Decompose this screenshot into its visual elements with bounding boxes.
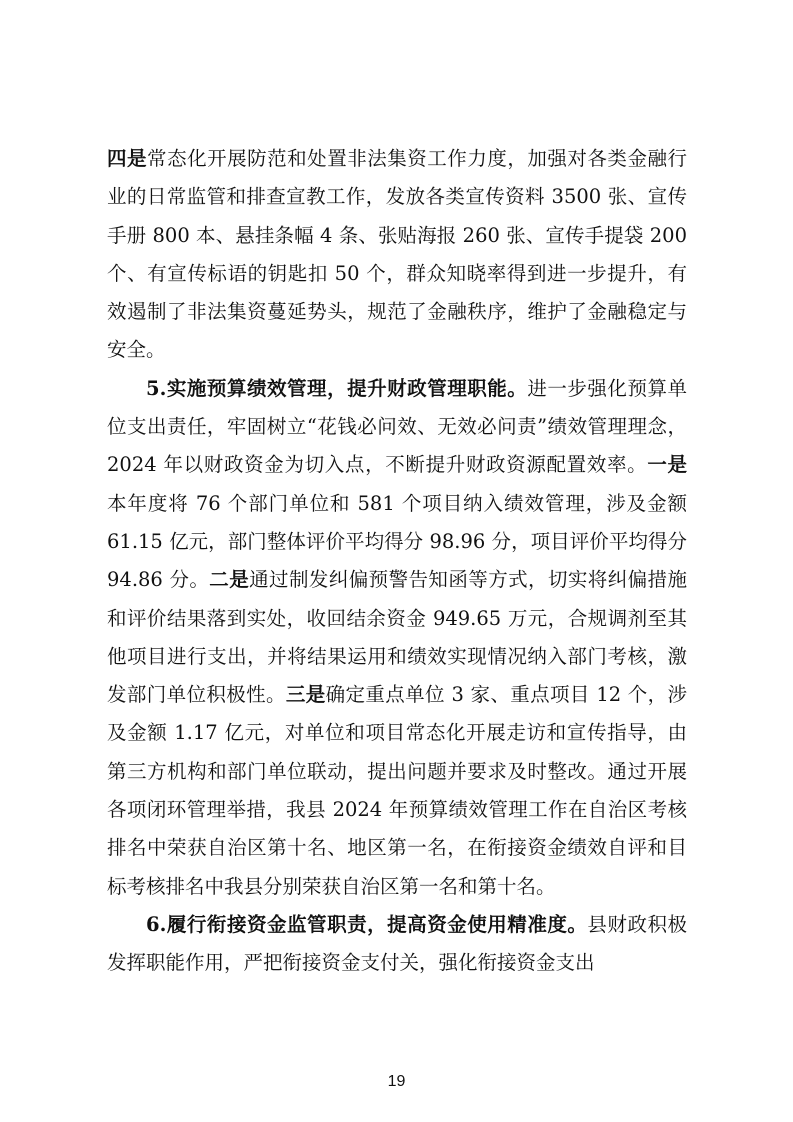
point-text-three: 确定重点单位 3 家、重点项目 12 个，涉及金额 1.17 亿元，对单位和项目常态化开展走访和宣传指导，由第三方机构和部门单位联动，提出问题并要求及时整改。通过开展各项闭环管理举措，我县 2024 年预算绩效管理工作在自治区考核排名中荣获自治区第十名、地区第一名，在衔接资金绩效自评和目标考核排名中我县分别荣获自治区第一名和第十名。 [107, 683, 687, 898]
paragraph-section-5 [107, 370, 687, 906]
section-heading-6: 6.履行衔接资金监管职责，提高资金使用精准度。 [146, 912, 588, 936]
paragraph-fourth-point [107, 140, 687, 370]
point-lead-one: 一是 [647, 453, 687, 477]
point-lead-two: 二是 [209, 568, 250, 592]
page-number: 19 [387, 1073, 406, 1090]
section-intro-5: 进一步强化预算单位支出责任，牢固树立“花钱必问效、无效必问责”绩效管理理念，2024 年以财政资金为切入点，不断提升财政资源配置效率。 [107, 376, 687, 477]
point-text-one: 本年度将 76 个部门单位和 581 个项目纳入绩效管理，涉及金额 61.15 亿元，部门整体评价平均得分 98.96 分，项目评价平均得分 94.86 分。 [107, 491, 687, 592]
section-intro-6: 县财政积极发挥职能作用，严把衔接资金支付关，强化衔接资金支出 [107, 912, 687, 975]
point-text-two: 通过制发纠偏预警告知函等方式，切实将纠偏措施和评价结果落到实处，收回结余资金 949.65 万元，合规调剂至其他项目进行支出，并将结果运用和绩效实现情况纳入部门考核，激发部门单位积极性。 [107, 568, 687, 707]
paragraph-text: 常态化开展防范和处置非法集资工作力度，加强对各类金融行业的日常监管和排查宣教工作，发放各类宣传资料 3500 张、宣传手册 800 本、悬挂条幅 4 条、张贴海报 260 张、宣传手提袋 200 个、有宣传标语的钥匙扣 50 个，群众知晓率得到进一步提升，有效遏制了非法集资蔓延势头，规范了金融秩序，维护了金融稳定与安全。 [107, 147, 687, 362]
point-lead-three: 三是 [285, 683, 326, 707]
paragraph-section-6 [107, 906, 687, 983]
section-heading-5: 5.实施预算绩效管理，提升财政管理职能。 [146, 376, 528, 400]
document-body [107, 140, 687, 983]
point-lead-four: 四是 [107, 147, 148, 170]
